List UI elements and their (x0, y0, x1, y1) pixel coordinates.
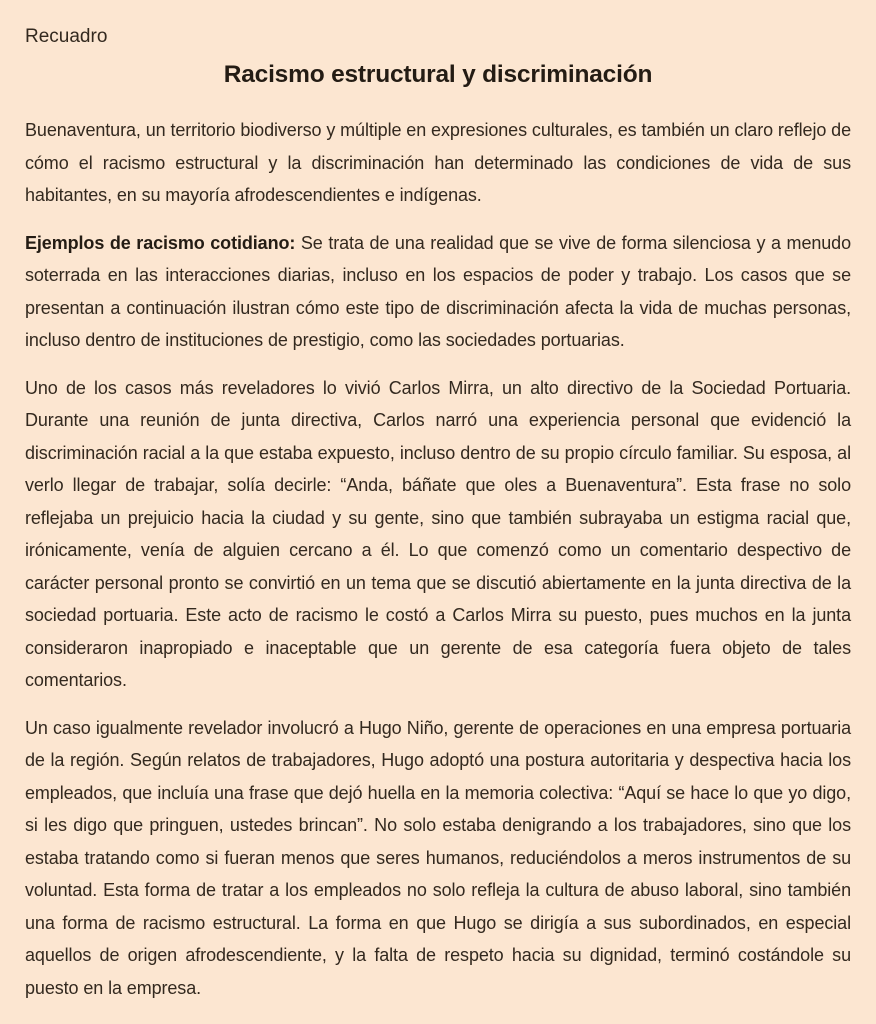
paragraph-body: Uno de los casos más reveladores lo vivió Carlos Mirra, un alto directivo de la Sociedad Portuaria. Durante una reunión de junta directiva, Carlos narró una experiencia personal que evidenció la discriminación racial a la que estaba expuesto, incluso dentro de su propio círculo familiar. Su esposa, al verlo llegar de trabajar, solía decirle: “Anda, báñate que oles a Buenaventura”. Esta frase no solo reflejaba un prejuicio hacia la ciudad y su gente, sino que también subrayaba un estigma racial que, irónicamente, venía de alguien cercano a él. Lo que comenzó como un comentario despectivo de carácter personal pronto se convirtió en un tema que se discutió abiertamente en la junta directiva de la sociedad portuaria. Este acto de racismo le costó a Carlos Mirra su puesto, pues muchos en la junta consideraron inapropiado e inaceptable que un gerente de esa categoría fuera objeto de tales comentarios. (25, 377, 851, 690)
box-title: Racismo estructural y discriminación (223, 61, 653, 88)
paragraph-lead: Ejemplos de racismo cotidiano: (25, 232, 301, 253)
paragraph-hugo-nino (25, 712, 851, 1005)
paragraph-carlos-mirra (25, 372, 851, 697)
box-kicker: Recuadro (25, 26, 108, 47)
paragraph-body: Se trata de una realidad que se vive de forma silenciosa y a menudo soterrada en las interacciones diarias, incluso en los espacios de poder y trabajo. Los casos que se presentan a continuación ilustran cómo este tipo de discriminación afecta la vida de muchas personas, incluso dentro de instituciones de prestigio, como las sociedades portuarias. (25, 232, 851, 350)
paragraph-body: Un caso igualmente revelador involucró a Hugo Niño, gerente de operaciones en una empresa portuaria de la región. Según relatos de trabajadores, Hugo adoptó una postura autoritaria y despectiva hacia los empleados, que incluía una frase que dejó huella en la memoria colectiva: “Aquí se hace lo que yo digo, si les digo que pringuen, ustedes brincan”. No solo estaba denigrando a los trabajadores, sino que los estaba tratando como si fueran menos que seres humanos, reduciéndolos a meros instrumentos de su voluntad. Esta forma de tratar a los empleados no solo refleja la cultura de abuso laboral, sino también una forma de racismo estructural. La forma en que Hugo se dirigía a sus subordinados, en especial aquellos de origen afrodescendiente, y la falta de respeto hacia su dignidad, terminó costándole su puesto en la empresa. (25, 717, 851, 998)
box-body (25, 114, 851, 1004)
paragraph-body: Buenaventura, un territorio biodiverso y múltiple en expresiones culturales, es también un claro reflejo de cómo el racismo estructural y la discriminación han determinado las condiciones de vida de sus habitantes, en su mayoría afrodescendientes e indígenas. (25, 120, 851, 205)
paragraph-intro (25, 114, 851, 212)
paragraph-ejemplos (25, 227, 851, 357)
